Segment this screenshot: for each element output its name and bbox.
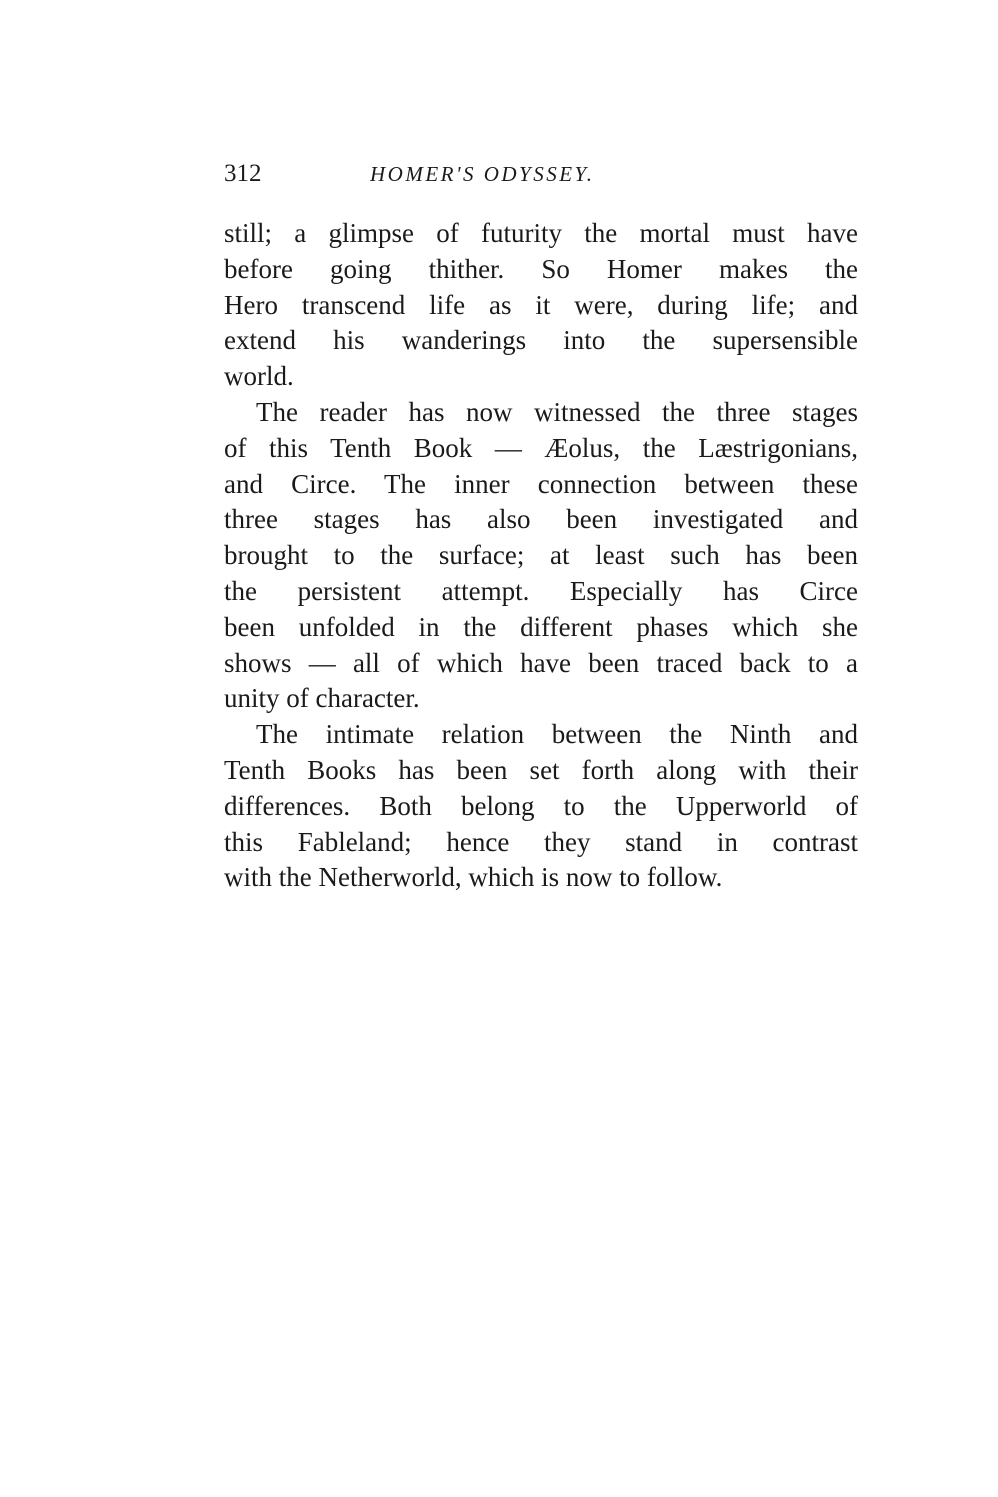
- text-line: still; a glimpse of futurity the mortal must have: [224, 218, 858, 248]
- text-line: brought to the surface; at least such has been: [224, 540, 858, 571]
- text-line: three stages has also been investigated and: [224, 504, 858, 535]
- text-line: and Circe. The inner connection between these: [224, 468, 858, 499]
- body-text: [224, 216, 858, 896]
- text-line: differences. Both belong to the Upperworld of: [224, 790, 858, 821]
- text-line: this Fableland; hence they stand in contrast: [224, 826, 858, 857]
- paragraph-3: [224, 717, 858, 896]
- page-number: 312: [224, 160, 262, 187]
- text-line: been unfolded in the different phases which she: [224, 611, 858, 642]
- text-line: with the Netherworld, which is now to follow.: [224, 862, 723, 893]
- text-line: the persistent attempt. Especially has Circe: [224, 575, 858, 606]
- text-line: Hero transcend life as it were, during life; and: [224, 289, 858, 320]
- paragraph-2: [224, 395, 858, 717]
- text-line: Tenth Books has been set forth along with their: [224, 754, 858, 785]
- text-line: before going thither. So Homer makes the: [224, 253, 858, 284]
- text-line: extend his wanderings into the supersensible: [224, 325, 858, 356]
- text-line: of this Tenth Book — Æolus, the Læstrigonians,: [224, 432, 858, 463]
- paragraph-1: [224, 216, 858, 395]
- text-line: The reader has now witnessed the three stages: [256, 396, 858, 427]
- running-title: HOMER'S ODYSSEY.: [370, 162, 595, 186]
- text-line: unity of character.: [224, 683, 420, 714]
- text-line: The intimate relation between the Ninth and: [256, 719, 858, 750]
- running-head: [224, 160, 858, 196]
- text-line: shows — all of which have been traced back to a: [224, 647, 858, 678]
- text-line: world.: [224, 361, 294, 392]
